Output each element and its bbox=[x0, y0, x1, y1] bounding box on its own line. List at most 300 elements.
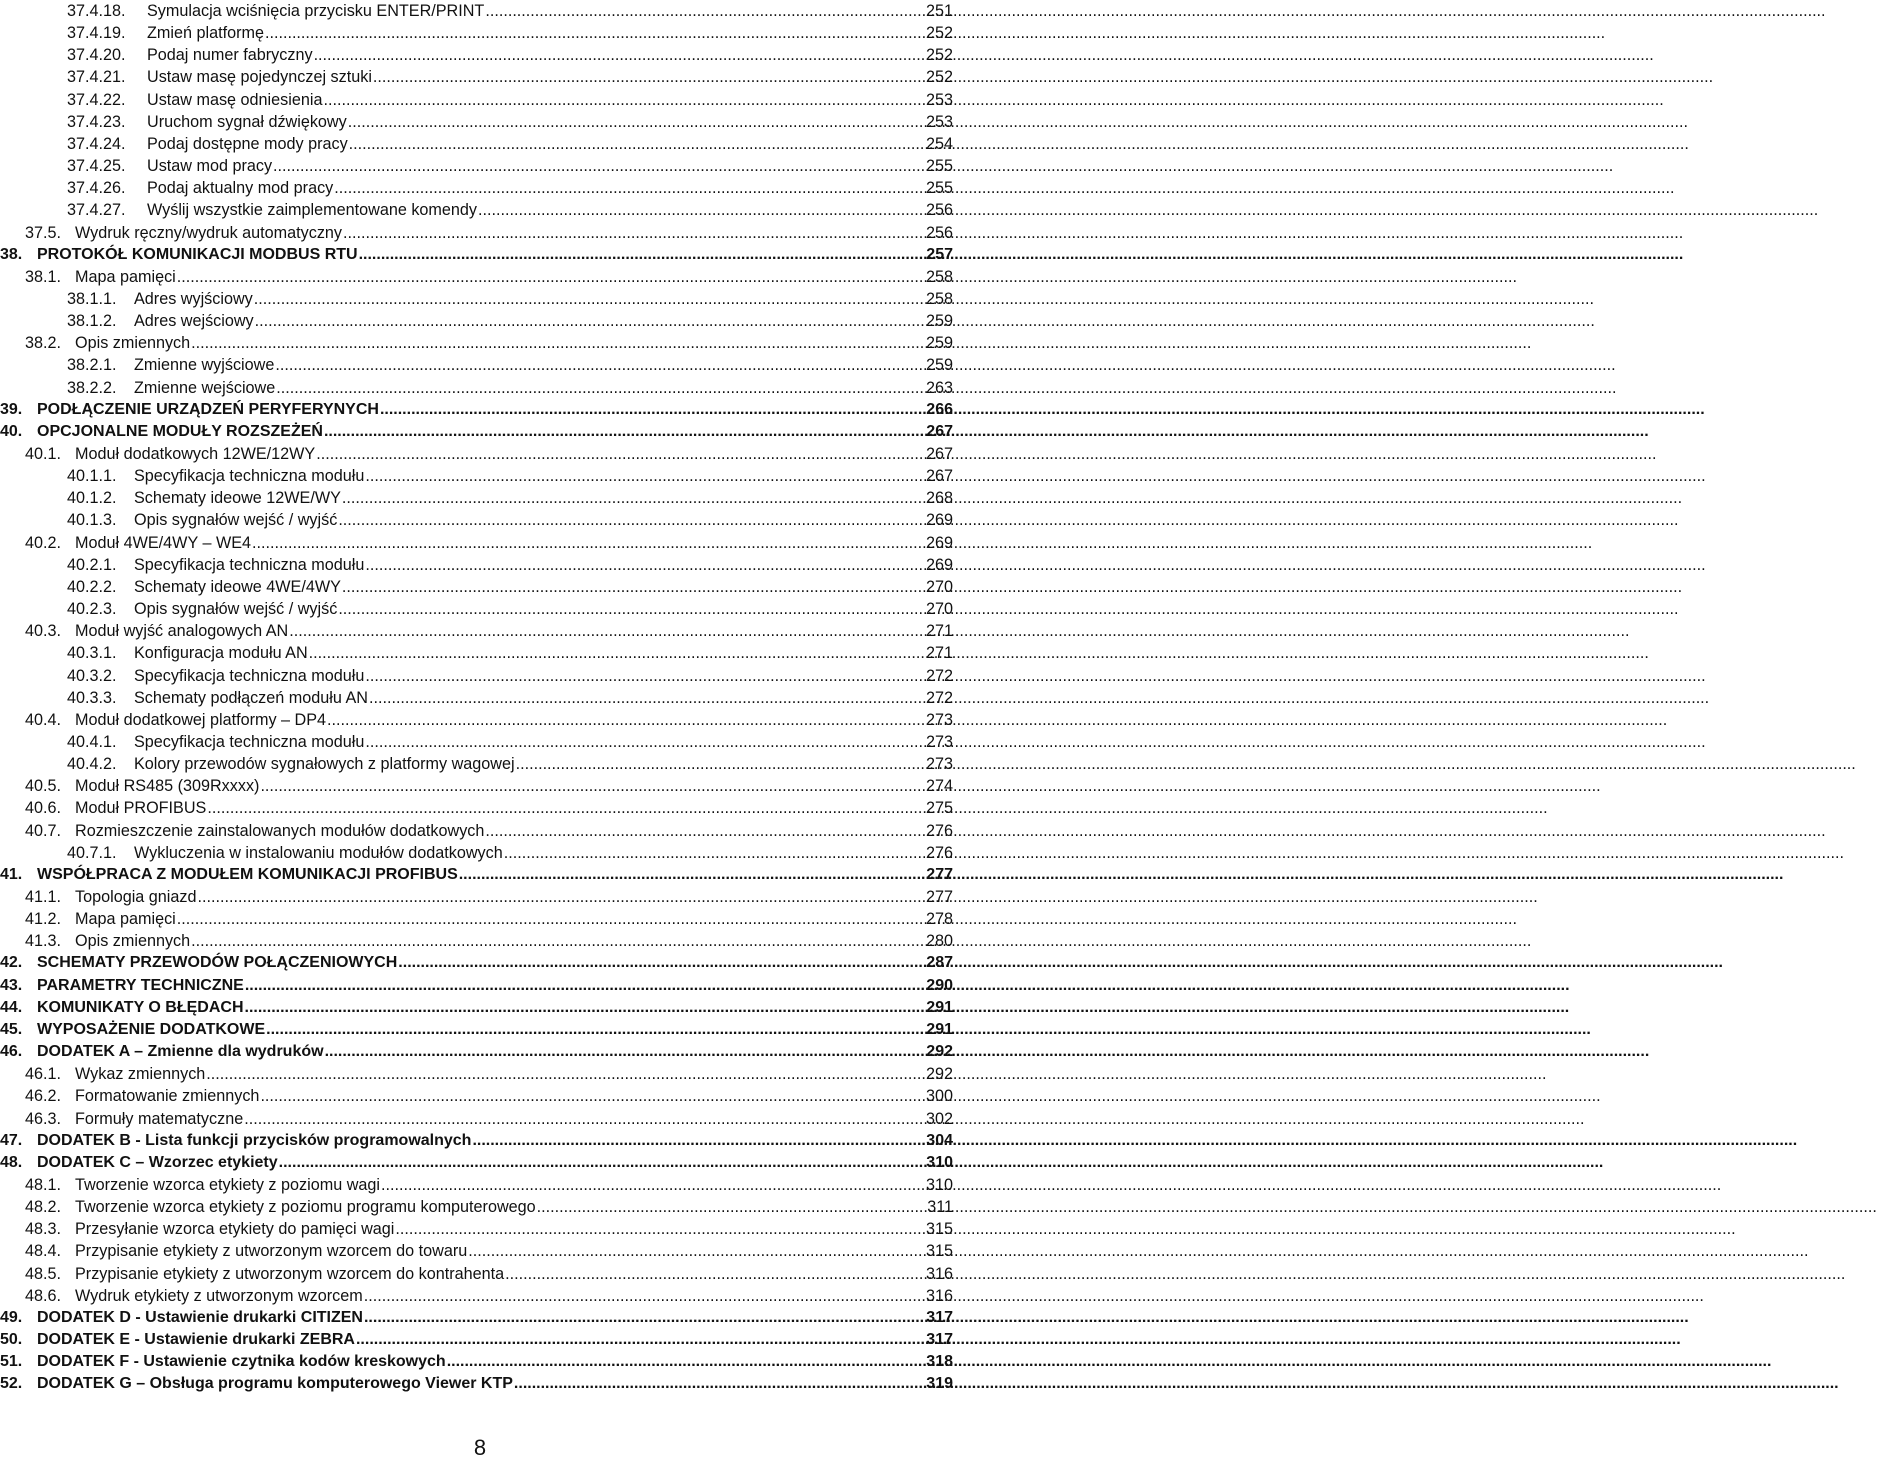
toc-entry-title: Moduł PROFIBUS bbox=[75, 799, 207, 818]
toc-entry[interactable] bbox=[67, 665, 953, 687]
toc-entry-title: Adres wyjściowy bbox=[134, 289, 253, 308]
toc-entry-page: 311 bbox=[927, 1198, 953, 1217]
toc-entry-page: 276 bbox=[925, 821, 953, 840]
toc-entry-page: 258 bbox=[925, 267, 953, 286]
toc-entry-title: Wydruk ręczny/wydruk automatyczny bbox=[75, 223, 343, 242]
toc-dot-leader bbox=[505, 1263, 925, 1285]
toc-entry-page: 310 bbox=[925, 1175, 953, 1194]
toc-entry-page: 269 bbox=[925, 511, 953, 530]
toc-entry-title: Formuły matematyczne bbox=[75, 1109, 244, 1128]
toc-entry-page: 267 bbox=[925, 445, 953, 463]
toc-entry-page: 292 bbox=[926, 1043, 953, 1061]
toc-entry-number: 38.2.1. bbox=[67, 356, 117, 375]
toc-entry-page: 273 bbox=[925, 755, 953, 774]
toc-entry[interactable] bbox=[67, 842, 953, 864]
toc-entry-number: 37.4.21. bbox=[67, 68, 126, 87]
toc-dot-leader bbox=[348, 111, 925, 133]
toc-entry-page: 256 bbox=[925, 201, 953, 220]
toc-entry[interactable] bbox=[67, 687, 953, 709]
toc-entry-page: 258 bbox=[925, 289, 953, 308]
toc-entry[interactable] bbox=[0, 997, 953, 1019]
toc-entry-title: Mapa pamięci bbox=[75, 267, 176, 286]
toc-entry-number: 37.4.23. bbox=[67, 112, 126, 131]
toc-entry-title: Specyfikacja techniczna modułu bbox=[134, 732, 365, 751]
toc-entry-number: 38.2. bbox=[25, 334, 62, 353]
toc-entry-title: Zmienne wyjściowe bbox=[134, 356, 275, 375]
toc-entry-page: 256 bbox=[925, 223, 953, 242]
toc-entry[interactable] bbox=[25, 1240, 953, 1262]
toc-entry-title: Moduł wyjść analogowych AN bbox=[75, 622, 289, 641]
toc-entry[interactable] bbox=[25, 797, 953, 819]
toc-dot-leader bbox=[349, 133, 925, 155]
toc-entry-title: Przesyłanie wzorca etykiety do pamięci wagi bbox=[75, 1220, 395, 1239]
toc-entry-title: Moduł dodatkowych 12WE/12WY bbox=[75, 445, 316, 463]
toc-dot-leader bbox=[273, 155, 925, 177]
toc-entry-number: 37.4.26. bbox=[67, 179, 126, 198]
toc-entry-page: 255 bbox=[925, 179, 953, 198]
toc-dot-leader bbox=[252, 532, 925, 554]
toc-entry-page: 267 bbox=[925, 467, 953, 486]
toc-entry-page: 271 bbox=[925, 622, 953, 641]
toc-entry-page: 266 bbox=[926, 400, 953, 418]
toc-entry-title: Topologia gniazd bbox=[75, 888, 197, 906]
toc-entry-page: 274 bbox=[925, 777, 953, 796]
toc-entry-number: 51. bbox=[0, 1353, 23, 1371]
toc-entry[interactable] bbox=[67, 177, 953, 199]
toc-entry-page: 290 bbox=[926, 976, 953, 994]
toc-dot-leader bbox=[207, 797, 925, 819]
toc-dot-leader bbox=[478, 199, 925, 221]
toc-entry-number: 38.1.1. bbox=[67, 289, 117, 308]
toc-entry-page: 272 bbox=[925, 666, 953, 685]
toc-dot-leader bbox=[289, 620, 925, 642]
toc-entry-number: 37.4.25. bbox=[67, 157, 126, 176]
toc-dot-leader bbox=[324, 421, 925, 443]
toc-entry[interactable] bbox=[67, 155, 953, 177]
toc-entry-number: 48.2. bbox=[25, 1198, 62, 1217]
toc-entry[interactable] bbox=[0, 975, 953, 997]
toc-entry-title: DODATEK C – Wzorzec etykiety bbox=[37, 1153, 278, 1171]
toc-entry-page: 269 bbox=[925, 555, 953, 574]
toc-entry-number: 38.1.2. bbox=[67, 312, 117, 331]
toc-entry-page: 302 bbox=[925, 1109, 953, 1128]
toc-entry-title: PROTOKÓŁ KOMUNIKACJI MODBUS RTU bbox=[37, 245, 358, 263]
toc-dot-leader bbox=[244, 1108, 925, 1130]
toc-dot-leader bbox=[323, 89, 925, 111]
toc-entry-page: 259 bbox=[925, 356, 953, 375]
toc-dot-leader bbox=[356, 1329, 925, 1351]
toc-entry-page: 277 bbox=[925, 888, 953, 906]
toc-entry[interactable] bbox=[25, 1108, 953, 1130]
toc-entry[interactable] bbox=[67, 377, 953, 399]
toc-entry-number: 45. bbox=[0, 1020, 23, 1038]
toc-entry[interactable] bbox=[25, 709, 953, 731]
toc-dot-leader bbox=[342, 576, 925, 598]
toc-entry-title: Ustaw masę odniesienia bbox=[147, 90, 323, 109]
toc-entry-number: 40.6. bbox=[25, 799, 62, 818]
toc-entry-number: 40.3.3. bbox=[67, 688, 117, 707]
toc-entry-title: Opis zmiennych bbox=[75, 334, 191, 353]
toc-entry-title: Kolory przewodów sygnałowych z platformy wagowej bbox=[134, 755, 515, 774]
toc-entry-title: Mapa pamięci bbox=[75, 910, 176, 929]
toc-entry[interactable] bbox=[25, 1085, 953, 1107]
toc-entry-title: Rozmieszczenie zainstalowanych modułów dodatkowych bbox=[75, 821, 485, 840]
toc-dot-leader bbox=[325, 1041, 926, 1063]
toc-entry-page: 316 bbox=[925, 1264, 953, 1283]
toc-entry-page: 280 bbox=[925, 932, 953, 951]
toc-entry-number: 48. bbox=[0, 1153, 23, 1171]
toc-entry[interactable] bbox=[25, 222, 953, 244]
toc-entry[interactable] bbox=[67, 753, 953, 775]
toc-dot-leader bbox=[395, 1218, 925, 1240]
toc-dot-leader bbox=[537, 1196, 927, 1218]
toc-entry-number: 40.4.1. bbox=[67, 732, 117, 751]
toc-dot-leader bbox=[365, 731, 925, 753]
toc-entry-title: Uruchom sygnał dźwiękowy bbox=[147, 112, 347, 131]
toc-entry-number: 41.2. bbox=[25, 910, 62, 929]
toc-entry[interactable] bbox=[67, 465, 953, 487]
toc-entry-page: 318 bbox=[926, 1353, 953, 1371]
toc-dot-leader bbox=[398, 952, 925, 974]
toc-entry-title: DODATEK D - Ustawienie drukarki CITIZEN bbox=[37, 1308, 363, 1326]
toc-entry-number: 38.2.2. bbox=[67, 378, 117, 397]
toc-entry[interactable] bbox=[67, 22, 953, 44]
toc-entry-title: DODATEK E - Ustawienie drukarki ZEBRA bbox=[37, 1331, 355, 1348]
toc-entry-title: Zmień platformę bbox=[147, 24, 264, 43]
toc-entry[interactable] bbox=[0, 1307, 953, 1329]
toc-entry-title: WYPOSAŻENIE DODATKOWE bbox=[37, 1020, 266, 1038]
toc-entry[interactable] bbox=[25, 620, 953, 642]
toc-entry-page: 273 bbox=[925, 710, 953, 729]
toc-entry-title: Tworzenie wzorca etykiety z poziomu programu komputerowego bbox=[75, 1198, 536, 1217]
toc-dot-leader bbox=[255, 310, 925, 332]
toc-entry[interactable] bbox=[25, 820, 953, 842]
toc-entry-title: Podaj numer fabryczny bbox=[147, 46, 313, 65]
toc-dot-leader bbox=[314, 44, 925, 66]
toc-dot-leader bbox=[365, 554, 925, 576]
toc-dot-leader bbox=[447, 1351, 926, 1373]
toc-entry-number: 43. bbox=[0, 976, 23, 994]
toc-entry-title: Ustaw masę pojedynczej sztuki bbox=[147, 68, 372, 87]
toc-entry[interactable] bbox=[25, 1196, 953, 1218]
toc-entry-page: 253 bbox=[925, 112, 953, 131]
toc-entry[interactable] bbox=[67, 554, 953, 576]
toc-dot-leader bbox=[276, 377, 925, 399]
toc-entry[interactable] bbox=[67, 111, 953, 133]
toc-entry-page: 257 bbox=[926, 245, 953, 263]
toc-dot-leader bbox=[342, 487, 925, 509]
toc-entry-title: Konfiguracja modułu AN bbox=[134, 644, 308, 663]
toc-entry-number: 44. bbox=[0, 998, 23, 1016]
toc-entry[interactable] bbox=[67, 0, 953, 22]
toc-entry-page: 253 bbox=[925, 90, 953, 109]
toc-entry-number: 48.3. bbox=[25, 1220, 62, 1239]
toc-entry[interactable] bbox=[67, 576, 953, 598]
toc-entry-title: DODATEK F - Ustawienie czytnika kodów kreskowych bbox=[37, 1353, 446, 1371]
toc-dot-leader bbox=[309, 642, 925, 664]
toc-dot-leader bbox=[338, 598, 925, 620]
toc-entry-title: Wyślij wszystkie zaimplementowane komendy bbox=[147, 201, 478, 220]
toc-entry[interactable] bbox=[67, 89, 953, 111]
toc-entry-page: 277 bbox=[926, 865, 953, 883]
toc-entry[interactable] bbox=[0, 1373, 953, 1395]
toc-entry-number: 49. bbox=[0, 1308, 23, 1326]
toc-entry-page: 291 bbox=[926, 1020, 953, 1038]
toc-dot-leader bbox=[485, 0, 925, 22]
toc-entry-number: 40.4.2. bbox=[67, 755, 117, 774]
toc-entry-number: 37.4.18. bbox=[67, 2, 126, 20]
toc-entry[interactable] bbox=[25, 332, 953, 354]
toc-entry-number: 48.4. bbox=[25, 1242, 62, 1261]
toc-entry-page: 304 bbox=[926, 1131, 953, 1149]
toc-dot-leader bbox=[364, 1307, 925, 1329]
toc-entry-title: DODATEK A – Zmienne dla wydruków bbox=[37, 1043, 324, 1061]
toc-entry-number: 42. bbox=[0, 954, 23, 972]
toc-entry[interactable] bbox=[0, 1019, 953, 1041]
toc-entry[interactable] bbox=[25, 1063, 953, 1085]
toc-entry[interactable] bbox=[25, 266, 953, 288]
toc-entry-page: 270 bbox=[925, 577, 953, 596]
toc-dot-leader bbox=[373, 66, 925, 88]
toc-entry-title: Schematy ideowe 4WE/4WY bbox=[134, 577, 341, 596]
toc-entry-number: 37.4.27. bbox=[67, 201, 126, 220]
toc-entry-number: 40.4. bbox=[25, 710, 62, 729]
toc-dot-leader bbox=[485, 820, 925, 842]
toc-entry-title: Wykaz zmiennych bbox=[75, 1065, 206, 1084]
toc-entry-number: 40.1.3. bbox=[67, 511, 117, 530]
toc-entry-number: 48.5. bbox=[25, 1264, 62, 1283]
toc-entry-title: Adres wejściowy bbox=[134, 312, 254, 331]
toc-entry-page: 319 bbox=[926, 1375, 953, 1393]
toc-entry[interactable] bbox=[67, 310, 953, 332]
toc-dot-leader bbox=[504, 842, 925, 864]
toc-entry[interactable] bbox=[67, 133, 953, 155]
toc-entry-title: PARAMETRY TECHNICZNE bbox=[37, 976, 244, 994]
toc-entry-number: 40.3. bbox=[25, 622, 62, 641]
toc-entry-page: 278 bbox=[925, 910, 953, 929]
toc-entry[interactable] bbox=[25, 532, 953, 554]
toc-entry[interactable] bbox=[67, 509, 953, 531]
toc-entry[interactable] bbox=[25, 1285, 953, 1307]
toc-entry-page: 254 bbox=[925, 134, 953, 153]
toc-dot-leader bbox=[338, 509, 925, 531]
toc-entry[interactable] bbox=[25, 443, 953, 465]
toc-entry[interactable] bbox=[0, 1041, 953, 1063]
toc-entry-page: 291 bbox=[926, 998, 953, 1016]
toc-entry-number: 37.4.24. bbox=[67, 134, 126, 153]
toc-dot-leader bbox=[198, 886, 925, 908]
toc-dot-leader bbox=[359, 244, 926, 266]
toc-entry-title: Przypisanie etykiety z utworzonym wzorcem do kontrahenta bbox=[75, 1264, 505, 1283]
toc-entry-page: 252 bbox=[925, 68, 953, 87]
toc-entry-number: 40.1.2. bbox=[67, 489, 117, 508]
toc-entry-title: Opis sygnałów wejść / wyjść bbox=[134, 600, 338, 619]
toc-entry-number: 40.2.1. bbox=[67, 555, 117, 574]
toc-entry-title: Moduł 4WE/4WY – WE4 bbox=[75, 533, 252, 552]
toc-entry[interactable] bbox=[0, 1152, 953, 1174]
toc-entry[interactable] bbox=[67, 642, 953, 664]
toc-dot-leader bbox=[245, 997, 926, 1019]
toc-entry[interactable] bbox=[67, 199, 953, 221]
toc-dot-leader bbox=[254, 288, 925, 310]
toc-dot-leader bbox=[265, 22, 925, 44]
toc-entry-page: 310 bbox=[926, 1153, 953, 1171]
toc-dot-leader bbox=[380, 399, 925, 421]
toc-entry[interactable] bbox=[0, 1130, 953, 1152]
toc-entry-number: 41.1. bbox=[25, 888, 62, 906]
toc-entry-number: 37.4.19. bbox=[67, 24, 126, 43]
toc-entry-number: 41. bbox=[0, 865, 23, 883]
toc-entry-title: Tworzenie wzorca etykiety z poziomu wagi bbox=[75, 1175, 380, 1194]
toc-entry-page: 255 bbox=[925, 157, 953, 176]
toc-entry[interactable] bbox=[25, 930, 953, 952]
toc-dot-leader bbox=[327, 709, 925, 731]
toc-entry[interactable] bbox=[67, 288, 953, 310]
toc-entry-page: 316 bbox=[925, 1286, 953, 1305]
toc-entry-page: 275 bbox=[925, 799, 953, 818]
toc-entry-number: 40.7. bbox=[25, 821, 62, 840]
toc-entry[interactable] bbox=[67, 487, 953, 509]
toc-dot-leader bbox=[365, 465, 925, 487]
toc-dot-leader bbox=[459, 864, 926, 886]
toc-entry-title: Opis zmiennych bbox=[75, 932, 191, 951]
toc-entry-number: 40.2.2. bbox=[67, 577, 117, 596]
toc-entry-page: 292 bbox=[925, 1065, 953, 1084]
toc-dot-leader bbox=[266, 1019, 925, 1041]
toc-entry-title: PODŁĄCZENIE URZĄDZEŃ PERYFERYNYCH bbox=[37, 400, 379, 418]
toc-entry-page: 287 bbox=[926, 954, 953, 972]
toc-entry-title: Formatowanie zmiennych bbox=[75, 1087, 260, 1106]
toc-entry-number: 37.4.20. bbox=[67, 46, 126, 65]
toc-entry-title: Opis sygnałów wejść / wyjść bbox=[134, 511, 338, 530]
toc-dot-leader bbox=[468, 1240, 925, 1262]
toc-entry-page: 315 bbox=[925, 1220, 953, 1239]
toc-entry-page: 317 bbox=[926, 1331, 953, 1348]
toc-entry-number: 46.3. bbox=[25, 1109, 62, 1128]
toc-dot-leader bbox=[365, 665, 925, 687]
toc-entry-page: 268 bbox=[925, 489, 953, 508]
toc-dot-leader bbox=[369, 687, 925, 709]
toc-entry-number: 48.1. bbox=[25, 1175, 62, 1194]
toc-entry[interactable] bbox=[67, 731, 953, 753]
toc-entry[interactable] bbox=[67, 66, 953, 88]
toc-entry-page: 317 bbox=[926, 1308, 953, 1326]
toc-entry[interactable] bbox=[25, 1218, 953, 1240]
toc-entry-title: Wydruk etykiety z utworzonym wzorcem bbox=[75, 1286, 363, 1305]
toc-entry-title: Wykluczenia w instalowaniu modułów dodatkowych bbox=[134, 843, 503, 862]
toc-entry-number: 41.3. bbox=[25, 932, 62, 951]
toc-dot-leader bbox=[516, 753, 925, 775]
toc-entry[interactable] bbox=[0, 244, 953, 266]
toc-entry-page: 259 bbox=[925, 334, 953, 353]
toc-entry-number: 38. bbox=[0, 245, 23, 263]
toc-entry[interactable] bbox=[0, 1329, 953, 1351]
toc-entry-title: Schematy podłączeń modułu AN bbox=[134, 688, 368, 707]
toc-entry-page: 259 bbox=[925, 312, 953, 331]
toc-entry-number: 46.1. bbox=[25, 1065, 62, 1084]
toc-entry[interactable] bbox=[0, 399, 953, 421]
toc-entry-title: SCHEMATY PRZEWODÓW POŁĄCZENIOWYCH bbox=[37, 954, 398, 972]
toc-entry[interactable] bbox=[0, 421, 953, 443]
toc-entry-page: 272 bbox=[925, 688, 953, 707]
toc-entry[interactable] bbox=[25, 908, 953, 930]
toc-entry-title: KOMUNIKATY O BŁĘDACH bbox=[37, 998, 244, 1016]
toc-entry-page: 271 bbox=[925, 644, 953, 663]
toc-entry[interactable] bbox=[0, 1351, 953, 1373]
toc-dot-leader bbox=[260, 1085, 925, 1107]
toc-entry[interactable] bbox=[0, 952, 953, 974]
toc-entry-page: 263 bbox=[925, 378, 953, 397]
toc-entry[interactable] bbox=[25, 775, 953, 797]
toc-entry-number: 40.2.3. bbox=[67, 600, 117, 619]
toc-entry-number: 46.2. bbox=[25, 1087, 62, 1106]
toc-dot-leader bbox=[191, 332, 925, 354]
toc-entry-page: 276 bbox=[925, 843, 953, 862]
toc-entry-page: 273 bbox=[925, 732, 953, 751]
toc-dot-leader bbox=[275, 354, 925, 376]
toc-entry-number: 40.1. bbox=[25, 445, 62, 463]
toc-entry-number: 40.3.2. bbox=[67, 666, 117, 685]
toc-entry-number: 37.4.22. bbox=[67, 90, 126, 109]
toc-entry-page: 251 bbox=[925, 2, 953, 20]
toc-entry-title: Specyfikacja techniczna modułu bbox=[134, 467, 365, 486]
toc-entry-title: Moduł dodatkowej platformy – DP4 bbox=[75, 710, 327, 729]
toc-entry-number: 50. bbox=[0, 1331, 23, 1348]
toc-entry[interactable] bbox=[67, 354, 953, 376]
toc-entry-number: 47. bbox=[0, 1131, 23, 1149]
toc-entry-page: 300 bbox=[925, 1087, 953, 1106]
toc-entry-number: 40. bbox=[0, 422, 23, 440]
toc-entry-title: Symulacja wciśnięcia przycisku ENTER/PRINT bbox=[147, 2, 485, 20]
toc-dot-leader bbox=[514, 1373, 925, 1395]
toc-entry-title: Podaj aktualny mod pracy bbox=[147, 179, 334, 198]
toc-entry[interactable] bbox=[67, 598, 953, 620]
toc-entry-page: 267 bbox=[926, 422, 953, 440]
toc-dot-leader bbox=[472, 1130, 925, 1152]
toc-entry-number: 40.7.1. bbox=[67, 843, 117, 862]
toc-dot-leader bbox=[343, 222, 925, 244]
toc-entry-number: 52. bbox=[0, 1375, 23, 1393]
toc-entry-title: Specyfikacja techniczna modułu bbox=[134, 666, 365, 685]
toc-entry-number: 38.1. bbox=[25, 267, 62, 286]
toc-entry-page: 270 bbox=[925, 600, 953, 619]
toc-entry-title: WSPÓŁPRACA Z MODUŁEM KOMUNIKACJI PROFIBUS bbox=[37, 865, 458, 883]
toc-dot-leader bbox=[260, 775, 925, 797]
toc-dot-leader bbox=[334, 177, 925, 199]
page-number: 8 bbox=[473, 1435, 487, 1460]
toc-entry-title: Specyfikacja techniczna modułu bbox=[134, 555, 365, 574]
toc-dot-leader bbox=[279, 1152, 926, 1174]
toc-entry[interactable] bbox=[25, 1263, 953, 1285]
toc-entry[interactable] bbox=[67, 44, 953, 66]
toc-entry[interactable] bbox=[25, 886, 953, 908]
toc-entry-number: 39. bbox=[0, 400, 23, 418]
toc-entry-title: Podaj dostępne mody pracy bbox=[147, 134, 348, 153]
toc-entry-number: 46. bbox=[0, 1043, 23, 1061]
toc-dot-leader bbox=[191, 930, 925, 952]
toc-entry-title: Moduł RS485 (309Rxxxx) bbox=[75, 777, 260, 796]
toc-entry-number: 40.3.1. bbox=[67, 644, 117, 663]
toc-entry-title: Zmienne wejściowe bbox=[134, 378, 276, 397]
toc-entry[interactable] bbox=[25, 1174, 953, 1196]
toc-dot-leader bbox=[381, 1174, 925, 1196]
toc-entry[interactable] bbox=[0, 864, 953, 886]
toc-entry-page: 252 bbox=[925, 46, 953, 65]
toc-entry-number: 40.2. bbox=[25, 533, 62, 552]
toc-entry-page: 269 bbox=[925, 533, 953, 552]
toc-dot-leader bbox=[364, 1285, 925, 1307]
toc-entry-number: 40.1.1. bbox=[67, 467, 117, 486]
